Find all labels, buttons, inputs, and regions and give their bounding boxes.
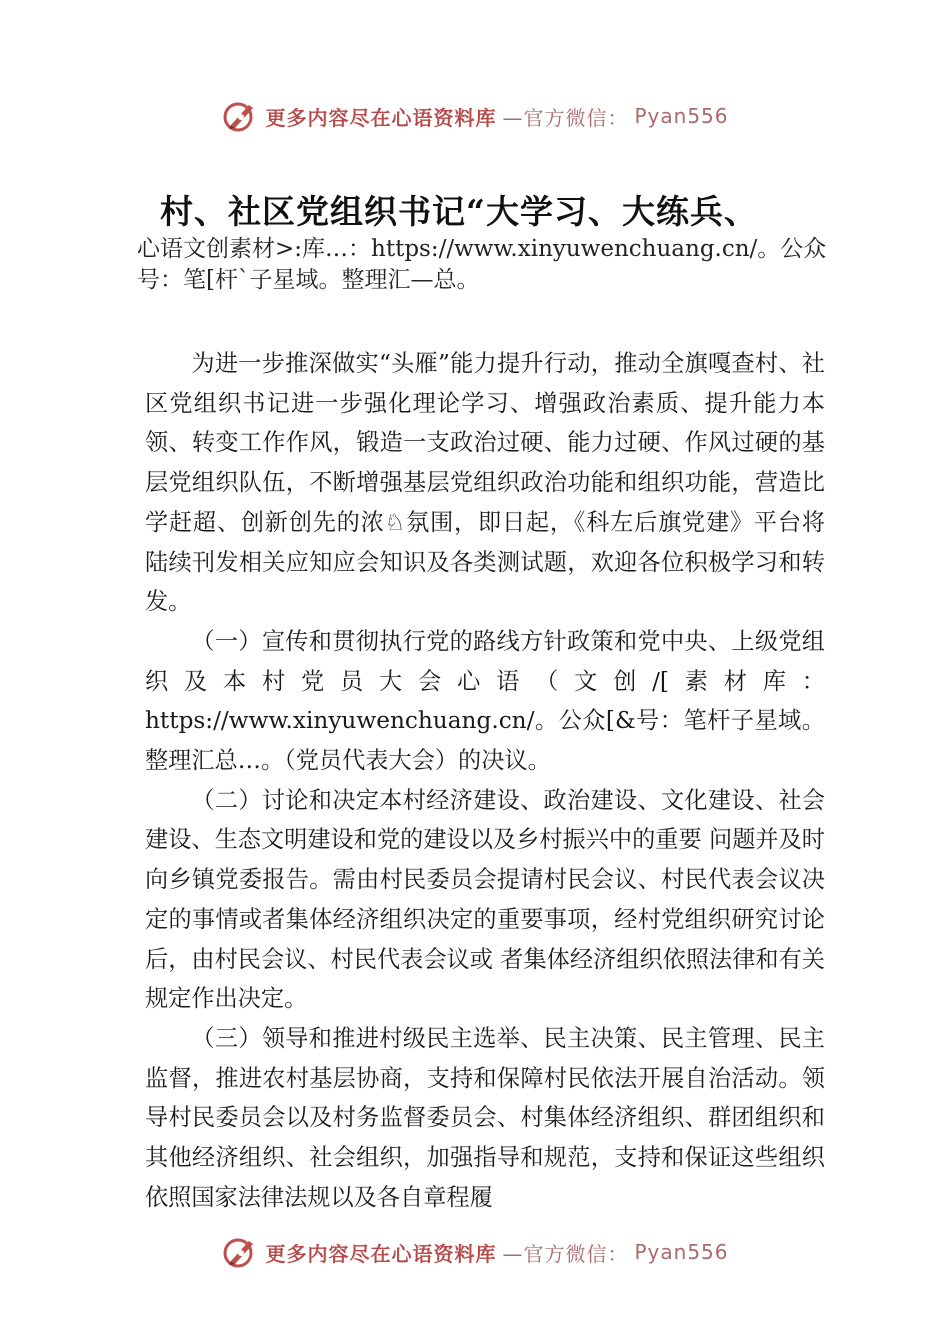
document-body [145, 344, 825, 1217]
paragraph-item-1: （一）宣传和贯彻执行党的路线方针政策和党中央、上级党组织及本村党员大会心语（文创/[素材库：https://www.xinyuwenchuang.cn/。公众[&号：笔杆子星域。整理汇总…。（党员代表大会）的决议。 [145, 627, 825, 775]
paragraph-item-3: （三）领导和推进村级民主选举、民主决策、民主管理、民主监督，推进农村基层协商，支持和保障村民依法开展自治活动。领导村民委员会以及村务监督委员会、村集体经济组织、群团组织和其他经济组织、社会组织，加强指导和规范，支持和保证这些组织依照国家法律法规以及各自章程履 [145, 1024, 825, 1211]
paragraph-item-2: （二）讨论和决定本村经济建设、政治建设、文化建设、社会建设、生态文明建设和党的建设以及乡村振兴中的重要 问题并及时向乡镇党委报告。需由村民委员会提请村民会议、村民代表会议决定的事情或者集体经济组织决定的重要事项，经村党组织研究讨论后，由村民会议、村民代表会议或 者集体经济组织依照法律和有关规定作出决定。 [145, 786, 825, 1013]
header-banner [0, 96, 950, 136]
document-title: 村、社区党组织书记“大学习、大练兵、 [160, 192, 758, 231]
banner-text-main: 更多内容尽在心语资料库 [265, 1241, 497, 1266]
banner-text-sep: —官方微信： [502, 105, 629, 130]
pen-circle-logo-icon [221, 1233, 259, 1271]
pen-circle-logo-icon [221, 97, 259, 135]
banner-text-main: 更多内容尽在心语资料库 [265, 105, 497, 130]
document-subtitle: 心语文创素材>:库…：https://www.xinyuwenchuang.cn/。公众号：笔[杆`子星域。整理汇—总。 [137, 236, 827, 293]
banner-wechat-id: Pyan556 [634, 1240, 729, 1264]
paragraph-intro: 为进一步推深做实“头雁”能力提升行动，推动全旗嘎查村、社区党组织书记进一步强化理论学习、增强政治素质、提升能力本领、转变工作作风，锻造一支政治过硬、能力过硬、作风过硬的基层党组织队伍，不断增强基层党组织政治功能和组织功能，营造比学赶超、创新创先的浓♘氛围，即日起，《科左后旗党建》平台将陆续刊发相关应知应会知识及各类测试题，欢迎各位积极学习和转发。 [145, 350, 825, 616]
banner-text-sep: —官方微信： [502, 1241, 629, 1266]
footer-banner [0, 1232, 950, 1272]
banner-wechat-id: Pyan556 [634, 104, 729, 128]
